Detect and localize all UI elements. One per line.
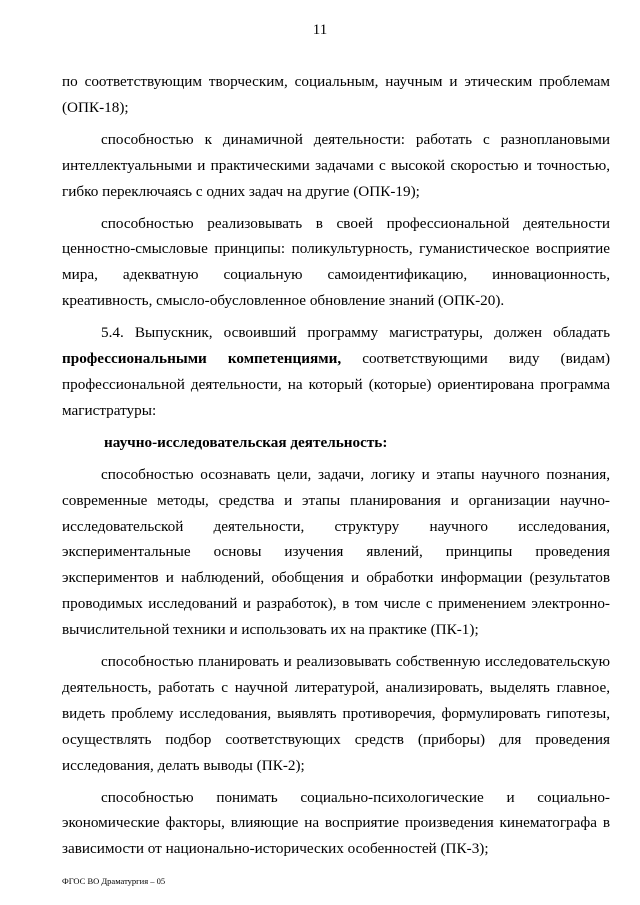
page-footer: ФГОС ВО Драматургия – 05 xyxy=(62,876,166,886)
paragraph-opk-18: по соответствующим творческим, социальным, научным и этическим проблемам (ОПК-18); xyxy=(62,73,610,116)
paragraph-pk-1: способностью осознавать цели, задачи, логику и этапы научного познания, современные методы, средства и этапы планирования и организации научно-исследовательской деятельности, структуру научного исследования, экспериментальные основы изучения явлений, принципы проведения экспериментов и наблюдений, обобщения и обработки информации (результатов проводимых исследований и разработок), в том числе с применением электронно-вычислительной техники и использовать их на практике (ПК-1); xyxy=(62,465,610,639)
paragraph-opk-19: способностью к динамичной деятельности: работать с разноплановыми интеллектуальными и практическими задачами с высокой скоростью и точностью, гибко переключаясь с одних задач на другие (ОПК-19); xyxy=(62,130,610,200)
competence-intro-after: соответствующими виду (видам) профессиональной деятельности, на который (которые) ориентирована программа магистратуры: xyxy=(62,350,611,419)
paragraph-pk-2: способностью планировать и реализовывать собственную исследовательскую деятельность, работать с научной литературой, анализировать, выделять главное, видеть проблему исследования, выявлять противоречия, формулировать гипотезы, осуществлять подбор соответствующих средств (приборы) для проведения исследования, делать выводы (ПК-2); xyxy=(62,653,610,774)
competence-intro-paragraph xyxy=(62,320,610,424)
section-heading: научно-исследовательская деятельность: xyxy=(104,433,388,451)
paragraph-opk-20: способностью реализовывать в своей профессиональной деятельности ценностно-смысловые принципы: поликультурность, гуманистическое восприятие мира, адекватную социальную самоидентификацию, инновационность, креативность, смысло-обусловленное обновление знаний (ОПК-20). xyxy=(62,214,610,310)
page-number: 11 xyxy=(312,22,328,38)
competence-intro-bold: профессиональными компетенциями, xyxy=(62,350,342,368)
document-body xyxy=(62,69,610,868)
competence-intro-before: 5.4. Выпускник, освоивший программу магистратуры, должен обладать xyxy=(101,324,610,342)
paragraph-pk-3: способностью понимать социально-психологические и социально-экономические факторы, влияющие на восприятие произведения кинематографа в зависимости от национально-исторических особенностей (ПК-3); xyxy=(62,788,610,858)
